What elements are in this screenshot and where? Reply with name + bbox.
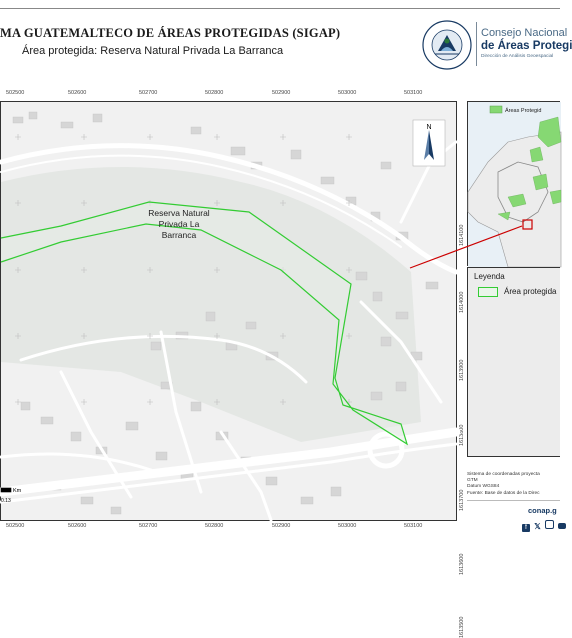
locator-connector-line bbox=[410, 220, 530, 270]
x-tick-label: 502900 bbox=[272, 90, 291, 96]
page-subtitle: Área protegida: Reserva Natural Privada La Barranca bbox=[22, 45, 284, 57]
area-label-line3: Barranca bbox=[161, 230, 197, 240]
legend-label-protected-area: Área protegida bbox=[504, 287, 557, 296]
x-coordinate-labels bbox=[0, 90, 457, 100]
y-tick-label: 1613900 bbox=[459, 359, 465, 381]
info-line: Datum WGS84 bbox=[467, 484, 500, 490]
logo-text-line3: Dirección de Análisis Geoespacial bbox=[481, 54, 554, 59]
youtube-icon[interactable] bbox=[558, 523, 566, 529]
header bbox=[0, 0, 572, 78]
x-coordinate-labels-bottom bbox=[0, 523, 457, 533]
x-tick-label: 503000 bbox=[338, 523, 357, 529]
y-tick-label: 1613800 bbox=[459, 424, 465, 446]
info-line: Fuente: Base de datos de la Direc bbox=[467, 490, 540, 496]
x-tick-label: 502900 bbox=[272, 523, 291, 529]
y-tick-label: 1613600 bbox=[459, 553, 465, 575]
footer-url[interactable]: conap.g bbox=[528, 506, 557, 515]
x-tick-label: 503000 bbox=[338, 90, 357, 96]
inset-legend-label: Áreas Protegid bbox=[505, 108, 542, 114]
page-title: MA GUATEMALTECO DE ÁREAS PROTEGIDAS (SIGAP) bbox=[0, 26, 341, 40]
info-line: GTM bbox=[467, 478, 478, 484]
x-tick-label: 502700 bbox=[139, 523, 158, 529]
x-tick-label: 503100 bbox=[404, 523, 423, 529]
inset-legend-swatch bbox=[490, 106, 502, 113]
header-top-rule bbox=[0, 8, 560, 9]
x-tick-label: 502800 bbox=[205, 90, 224, 96]
logo-divider bbox=[476, 22, 477, 66]
legend-swatch-protected-area bbox=[478, 287, 498, 297]
logo-text-line2: de Áreas Protegi bbox=[481, 40, 572, 52]
y-tick-label: 1614000 bbox=[459, 291, 465, 313]
instagram-icon[interactable] bbox=[545, 520, 554, 529]
x-icon[interactable]: 𝕏 bbox=[534, 522, 541, 531]
social-icons bbox=[522, 520, 566, 532]
x-tick-label: 502500 bbox=[6, 90, 25, 96]
area-label-line2: Privada La bbox=[158, 219, 200, 229]
north-arrow-icon bbox=[413, 120, 445, 166]
footer-divider bbox=[467, 500, 560, 501]
y-tick-label: 1613500 bbox=[459, 616, 465, 638]
y-tick-label: 1613700 bbox=[459, 489, 465, 511]
x-tick-label: 502800 bbox=[205, 523, 224, 529]
area-label-line1: Reserva Natural bbox=[148, 208, 210, 218]
x-tick-label: 503100 bbox=[404, 90, 423, 96]
scale-unit: Km bbox=[13, 488, 22, 494]
logo-text-line1: Consejo Nacional bbox=[481, 27, 568, 39]
info-line: Sistema de coordenadas proyecta bbox=[467, 472, 540, 477]
main-map[interactable] bbox=[0, 101, 457, 521]
y-coordinate-labels bbox=[458, 101, 467, 638]
scale-value: 0.13 bbox=[1, 498, 11, 504]
x-tick-label: 502700 bbox=[139, 90, 158, 96]
x-tick-label: 502500 bbox=[6, 523, 25, 529]
legend-title: Leyenda bbox=[474, 272, 505, 281]
guatemala-seal-icon bbox=[421, 19, 473, 71]
facebook-icon[interactable]: f bbox=[522, 524, 530, 532]
x-tick-label: 502600 bbox=[68, 90, 87, 96]
y-tick-label: 1614100 bbox=[459, 224, 465, 246]
north-label: N bbox=[426, 124, 432, 131]
x-tick-label: 502600 bbox=[68, 523, 87, 529]
legend-panel bbox=[467, 267, 560, 457]
map-canvas bbox=[1, 102, 456, 520]
